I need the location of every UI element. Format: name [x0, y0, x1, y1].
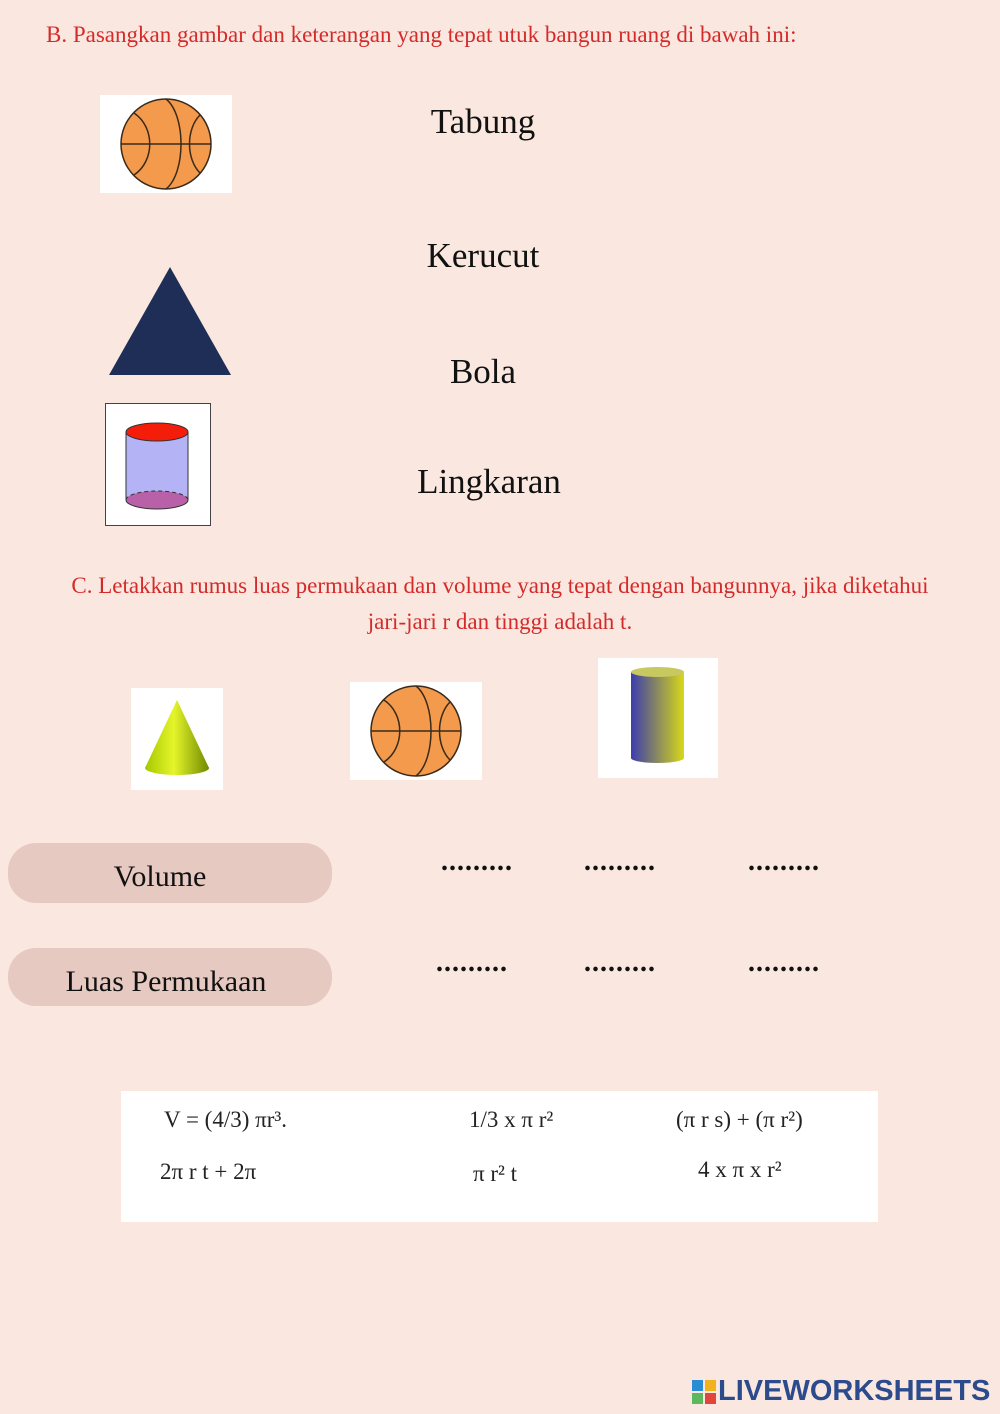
formula-sphere-volume[interactable]: V = (4/3) πr³. — [164, 1107, 288, 1132]
surface-area-label — [8, 948, 332, 1006]
section-c-instruction-line2: jari-jari r dan tinggi adalah t. — [367, 609, 633, 634]
volume-label — [8, 843, 332, 903]
word-tabung[interactable]: Tabung — [430, 102, 536, 141]
volume-label-text: Volume — [113, 860, 207, 893]
volume-blank-sphere[interactable]: ......... — [584, 846, 656, 877]
surface-area-label-text: Luas Permukaan — [65, 965, 267, 998]
triangle-icon — [107, 265, 233, 377]
word-bola[interactable]: Bola — [449, 352, 517, 391]
liveworksheets-logo — [692, 1375, 990, 1408]
formula-cone-volume[interactable]: 1/3 x π r² — [469, 1107, 554, 1132]
cone-image — [131, 688, 223, 790]
section-c-instruction — [0, 568, 1000, 640]
word-lingkaran[interactable]: Lingkaran — [417, 462, 561, 501]
formula-cylinder-volume[interactable]: π r² t — [473, 1161, 518, 1186]
basketball-icon — [100, 95, 232, 193]
basketball-image[interactable] — [100, 95, 232, 193]
basketball-icon — [350, 682, 482, 780]
surface-area-blank-cone[interactable]: ......... — [436, 947, 508, 978]
word-kerucut[interactable]: Kerucut — [426, 236, 540, 275]
cylinder-icon — [598, 658, 718, 778]
formula-cylinder-surface[interactable]: 2π r t + 2π — [160, 1159, 257, 1184]
liveworksheets-mark-icon — [692, 1380, 716, 1404]
cylinder-image-c — [598, 658, 718, 778]
brand-name: LIVEWORKSHEETS — [718, 1375, 991, 1407]
surface-area-blank-cylinder[interactable]: ......... — [748, 947, 820, 978]
cylinder-icon — [106, 404, 210, 525]
cone-icon — [131, 688, 223, 790]
triangle-image[interactable] — [107, 265, 233, 377]
formula-sphere-surface[interactable]: 4 x π x r² — [698, 1157, 782, 1182]
cylinder-image[interactable] — [105, 403, 211, 526]
formula-bank — [121, 1091, 878, 1222]
basketball-image-c — [350, 682, 482, 780]
volume-blank-cone[interactable]: ......... — [441, 846, 513, 877]
section-c-instruction-line1: C. Letakkan rumus luas permukaan dan volume yang tepat dengan bangunnya, jika diketahui — [71, 573, 929, 598]
volume-blank-cylinder[interactable]: ......... — [748, 846, 820, 877]
section-b-instruction: B. Pasangkan gambar dan keterangan yang tepat utuk bangun ruang di bawah ini: — [46, 22, 797, 47]
surface-area-blank-sphere[interactable]: ......... — [584, 947, 656, 978]
formula-cone-surface[interactable]: (π r s) + (π r²) — [676, 1107, 803, 1132]
